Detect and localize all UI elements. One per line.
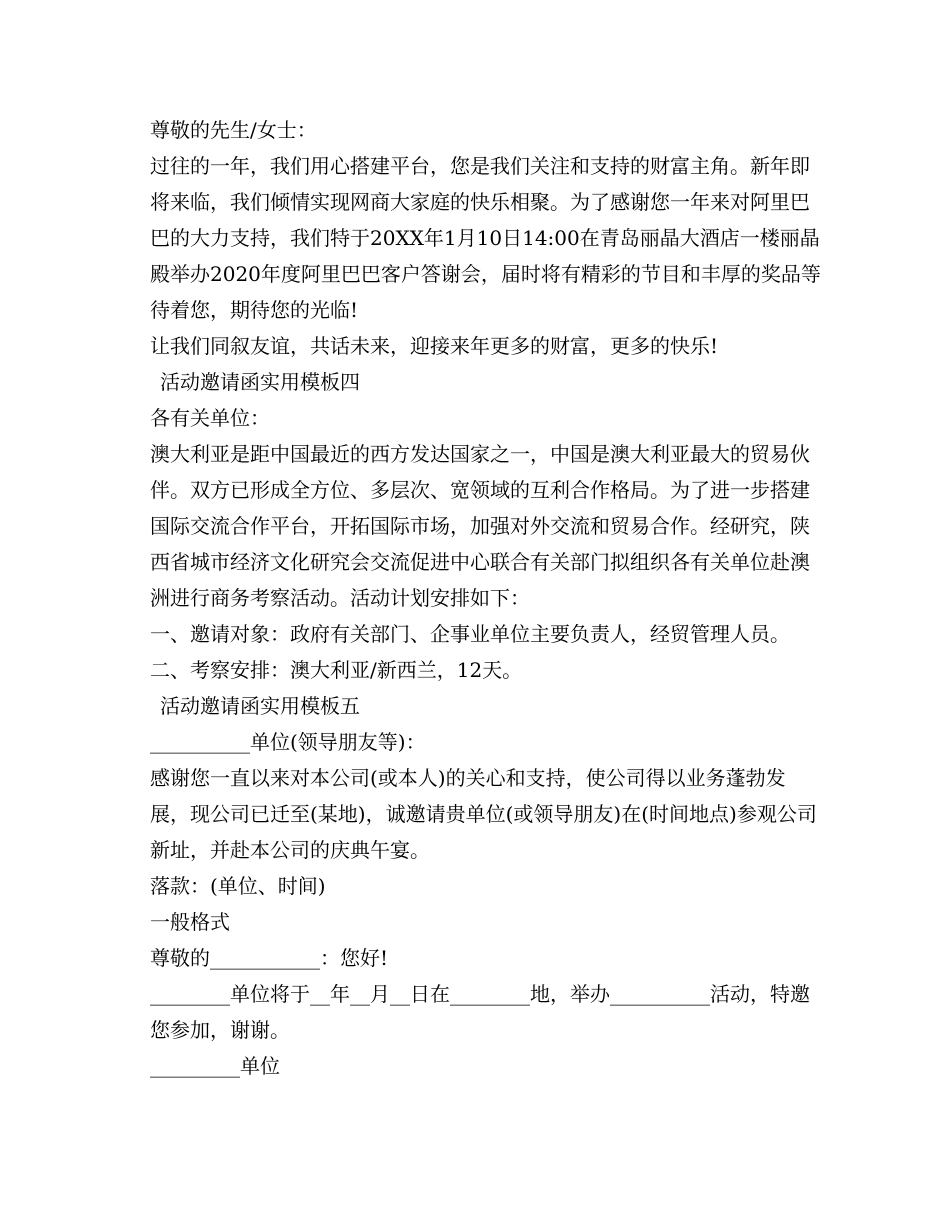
paragraph-body-2: 让我们同叙友谊，共话未来，迎接来年更多的财富，更多的快乐! bbox=[150, 334, 719, 358]
paragraph-signoff: 落款：(单位、时间) bbox=[150, 874, 326, 898]
paragraph-item-2: 二、考察安排：澳大利亚/新西兰，12天。 bbox=[150, 658, 523, 682]
paragraph-heading-general: 一般格式 bbox=[150, 910, 230, 934]
paragraph-greeting-3: __________单位(领导朋友等)： bbox=[150, 730, 426, 754]
paragraph-body-5: ________单位将于__年__月__日在________地，举办__________活动，特邀您参加，谢谢。 bbox=[150, 982, 810, 1042]
paragraph-greeting-4: 尊敬的___________：您好! bbox=[150, 946, 389, 970]
paragraph-body-1: 过往的一年，我们用心搭建平台，您是我们关注和支持的财富主角。新年即将来临，我们倾情实现网商大家庭的快乐相聚。为了感谢您一年来对阿里巴巴的大力支持，我们特于20XX年1月10日14:00在青岛丽晶大酒店一楼丽晶殿举办2020年度阿里巴巴客户答谢会，届时将有精彩的节目和丰厚的奖品等待着您，期待您的光临! bbox=[150, 154, 821, 322]
paragraph-heading-4: 活动邀请函实用模板四 bbox=[160, 370, 360, 394]
paragraph-body-4: 感谢您一直以来对本公司(或本人)的关心和支持，使公司得以业务蓬勃发展，现公司已迁至(某地)，诚邀请贵单位(或领导朋友)在(时间地点)参观公司新址，并赴本公司的庆典午宴。 bbox=[150, 766, 817, 862]
paragraph-heading-5: 活动邀请函实用模板五 bbox=[160, 694, 360, 718]
paragraph-greeting-2: 各有关单位： bbox=[150, 406, 270, 430]
paragraph-signature-line: _________单位 bbox=[150, 1054, 280, 1078]
paragraph-greeting-1: 尊敬的先生/女士： bbox=[150, 118, 317, 142]
paragraph-body-3: 澳大利亚是距中国最近的西方发达国家之一，中国是澳大利亚最大的贸易伙伴。双方已形成全方位、多层次、宽领域的互利合作格局。为了进一步搭建国际交流合作平台，开拓国际市场，加强对外交流和贸易合作。经研究，陕西省城市经济文化研究会交流促进中心联合有关部门拟组织各有关单位赴澳洲进行商务考察活动。活动计划安排如下： bbox=[150, 442, 810, 610]
document-body bbox=[140, 112, 824, 1084]
paragraph-item-1: 一、邀请对象：政府有关部门、企事业单位主要负责人，经贸管理人员。 bbox=[150, 622, 790, 646]
